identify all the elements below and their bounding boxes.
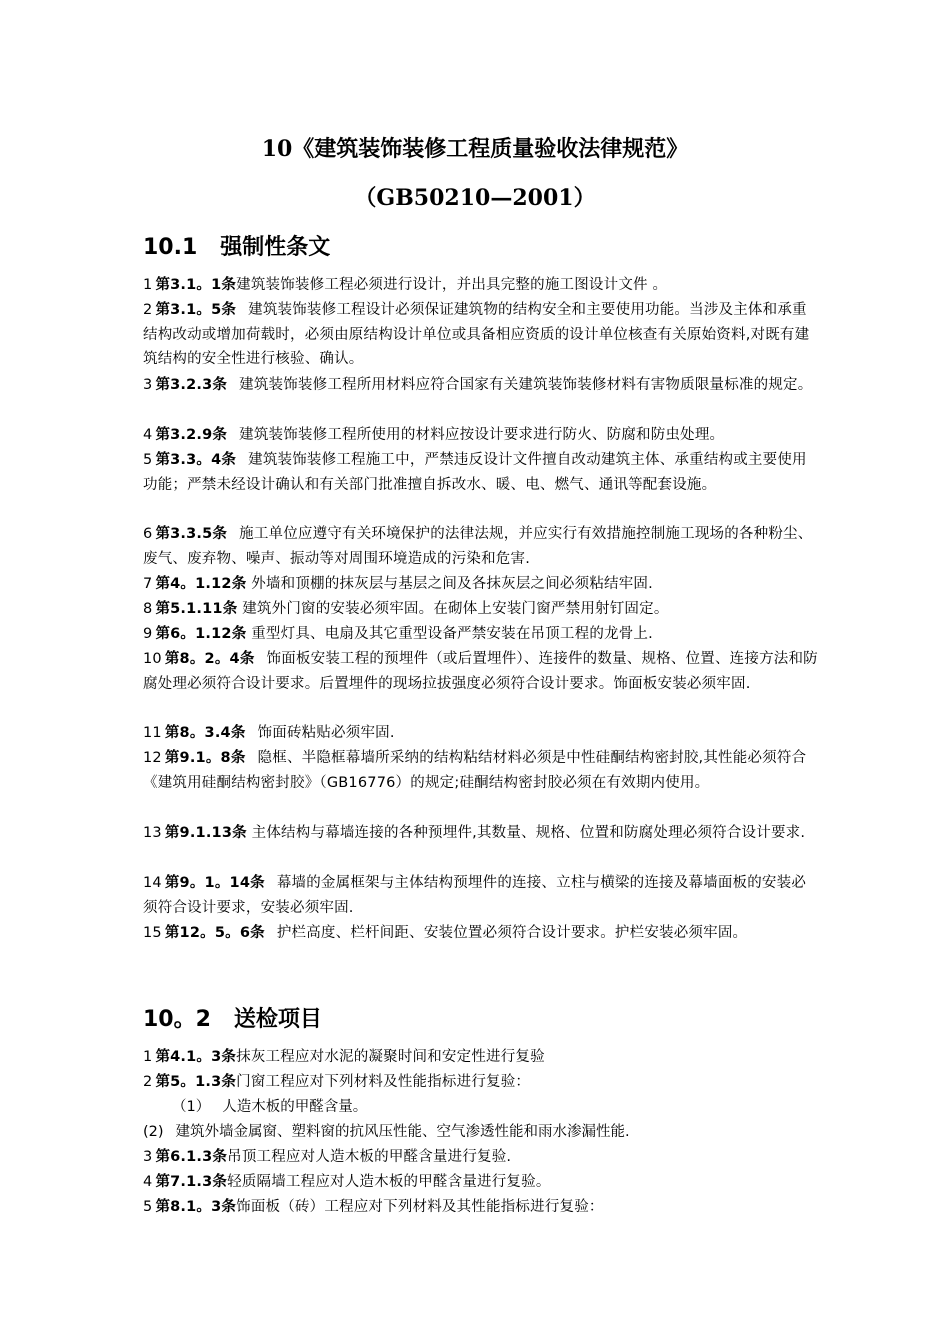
inspection-subitem: （1） 人造木板的甲醛含量。 — [172, 1099, 368, 1115]
inspection-item: 3 第6.1.3条吊顶工程应对人造木板的甲醛含量进行复验. — [143, 1149, 512, 1165]
clause-item: 7 第4。1.12条 外墙和顶棚的抹灰层与基层之间及各抹灰层之间必须粘结牢固. — [143, 576, 653, 592]
clause-item: 1 第3.1。1条建筑装饰装修工程必须进行设计，并出具完整的施工图设计文件 。 — [143, 277, 668, 293]
inspection-item: 5 第8.1。3条饰面板（砖）工程应对下列材料及其性能指标进行复验： — [143, 1199, 604, 1215]
clause-item: 15 第12。5。6条 护栏高度、栏杆间距、安装位置必须符合设计要求。护栏安装必须牢固。 — [143, 925, 748, 941]
clause-item: 2 第3.1。5条 建筑装饰装修工程设计必须保证建筑物的结构安全和主要使用功能。当涉及主体和承重结构改动或增加荷载时，必须由原结构设计单位或具备相应资质的设计单位核查有关原始资料,对既有建筑结构的安全性进行核验、确认。 — [143, 302, 810, 368]
clause-item: 5 第3.3。4条 建筑装饰装修工程施工中，严禁违反设计文件擅自改动建筑主体、承重结构或主要使用功能；严禁未经设计确认和有关部门批准擅自拆改水、暖、电、燃气、通讯等配套设施。 — [143, 452, 807, 493]
section-heading-inspection: 10。2 送检项目 — [143, 1007, 322, 1032]
document-title: 10《建筑装饰装修工程质量验收法律规范》 — [261, 136, 689, 162]
clause-item: 12 第9.1。8条 隐框、半隐框幕墙所采纳的结构粘结材料必须是中性硅酮结构密封胶,其性能必须符合《建筑用硅酮结构密封胶》（GB16776）的规定;硅酮结构密封胶必须在有效期内使用。 — [143, 750, 807, 791]
clause-item: 13 第9.1.13条 主体结构与幕墙连接的各种预埋件,其数量、规格、位置和防腐处理必须符合设计要求. — [143, 825, 806, 841]
section-heading-mandatory: 10.1 强制性条文 — [143, 235, 331, 260]
inspection-item: 2 第5。1.3条门窗工程应对下列材料及性能指标进行复验： — [143, 1074, 531, 1090]
clause-item: 8 第5.1.11条 建筑外门窗的安装必须牢固。在砌体上安装门窗严禁用射钉固定。 — [143, 601, 669, 617]
clause-item: 11 第8。3.4条 饰面砖粘贴必须牢固. — [143, 725, 395, 741]
inspection-item: 1 第4.1。3条抹灰工程应对水泥的凝聚时间和安定性进行复验 — [143, 1049, 545, 1065]
clause-item: 10 第8。2。4条 饰面板安装工程的预埋件（或后置埋件）、连接件的数量、规格、位置、连接方法和防腐处理必须符合设计要求。后置埋件的现场拉拔强度必须符合设计要求。饰面板安装必须牢固. — [143, 651, 818, 692]
clause-item: 9 第6。1.12条 重型灯具、电扇及其它重型设备严禁安装在吊顶工程的龙骨上. — [143, 626, 653, 642]
inspection-subitem: (2) 建筑外墙金属窗、塑料窗的抗风压性能、空气渗透性能和雨水渗漏性能. — [143, 1124, 630, 1140]
inspection-item: 4 第7.1.3条轻质隔墙工程应对人造木板的甲醛含量进行复验。 — [143, 1174, 551, 1190]
clause-item: 4 第3.2.9条 建筑装饰装修工程所使用的材料应按设计要求进行防火、防腐和防虫处理。 — [143, 427, 725, 443]
clause-item: 3 第3.2.3条 建筑装饰装修工程所用材料应符合国家有关建筑装饰装修材料有害物质限量标准的规定。 — [143, 377, 813, 393]
clause-item: 14 第9。1。14条 幕墙的金属框架与主体结构预埋件的连接、立柱与横梁的连接及幕墙面板的安装必须符合设计要求，安装必须牢固. — [143, 875, 807, 916]
clause-item: 6 第3.3.5条 施工单位应遵守有关环境保护的法律法规，并应实行有效措施控制施工现场的各种粉尘、废气、废弃物、噪声、振动等对周围环境造成的污染和危害. — [143, 526, 813, 567]
standard-code: （GB50210—2001） — [354, 185, 596, 211]
